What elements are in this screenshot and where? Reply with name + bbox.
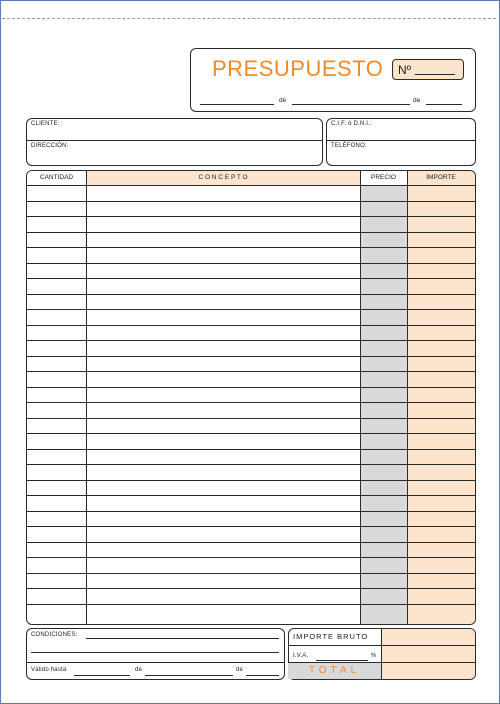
date-de-2: de — [413, 97, 421, 104]
valido-day-line — [74, 675, 130, 676]
column-header-precio: PRECIO — [371, 174, 396, 181]
id-divider — [326, 140, 476, 141]
importe-bruto-label: IMPORTE BRUTO — [293, 632, 369, 641]
totals-divider-2 — [381, 662, 476, 663]
items-table — [26, 170, 476, 625]
date-day-line — [200, 104, 274, 105]
cif-label: C.I.F. ó D.N.I.: — [331, 121, 372, 127]
valido-label: Válido hasta — [31, 667, 67, 673]
conditions-line-2 — [31, 652, 279, 653]
document-title: PRESUPUESTO — [212, 56, 384, 81]
valido-de-1: de — [135, 667, 143, 673]
iva-percent: % — [371, 653, 377, 659]
totals-divider-1 — [288, 645, 476, 646]
client-box — [26, 118, 323, 166]
direccion-label: DIRECCIÓN: — [31, 143, 69, 149]
number-underline — [415, 74, 455, 75]
conditions-divider — [26, 662, 285, 663]
date-year-line — [426, 104, 462, 105]
col-divider-1 — [86, 171, 87, 624]
iva-label: I.V.A. — [293, 653, 309, 659]
total-cell — [288, 662, 382, 679]
conditions-line-1 — [86, 638, 279, 639]
cliente-label: CLIENTE: — [31, 121, 60, 127]
column-header-concepto: C O N C E P T O — [198, 174, 248, 181]
date-de-1: de — [279, 97, 287, 104]
client-divider — [26, 140, 323, 141]
valido-year-line — [246, 675, 279, 676]
telefono-label: TELÉFONO: — [331, 143, 367, 149]
total-label: TOTAL — [308, 665, 361, 676]
valido-month-line — [145, 675, 233, 676]
col-divider-2 — [360, 171, 361, 624]
totals-value-fill — [382, 629, 475, 679]
column-header-cantidad: CANTIDAD — [39, 174, 74, 181]
document-number-field[interactable] — [392, 59, 464, 80]
number-label: Nº — [398, 63, 412, 77]
perforation-line — [2, 18, 496, 19]
col-divider-3 — [407, 171, 408, 624]
date-month-line — [292, 104, 410, 105]
iva-line — [316, 660, 368, 661]
column-header-importe: IMPORTE — [426, 174, 456, 181]
condiciones-label: CONDICIONES: — [31, 632, 78, 638]
valido-de-2: de — [236, 667, 244, 673]
